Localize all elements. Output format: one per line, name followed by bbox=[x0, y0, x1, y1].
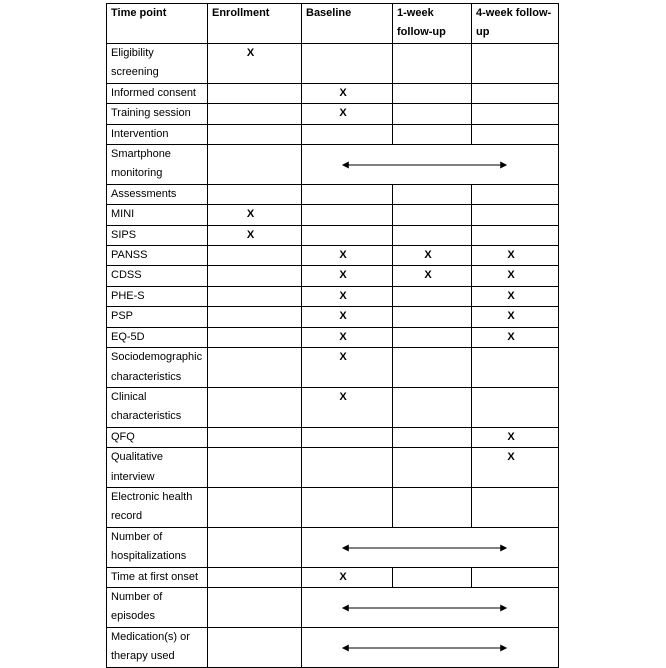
duration-span-cell bbox=[302, 587, 559, 627]
row-label: Assessments bbox=[107, 184, 208, 204]
cell-baseline bbox=[302, 83, 393, 103]
row-label: Training session bbox=[107, 104, 208, 124]
check-mark: X bbox=[507, 451, 515, 464]
cell-baseline bbox=[302, 307, 393, 327]
row-label: Intervention bbox=[107, 124, 208, 144]
row-label: Informed consent bbox=[107, 83, 208, 103]
row-label: PHE-S bbox=[107, 286, 208, 306]
check-mark: X bbox=[507, 289, 515, 302]
row-label: QFQ bbox=[107, 427, 208, 447]
cell-1-week-follow-up bbox=[393, 225, 472, 245]
cell-enrollment bbox=[208, 348, 302, 388]
check-mark: X bbox=[339, 289, 347, 302]
cell-enrollment bbox=[208, 487, 302, 527]
cell-enrollment bbox=[208, 567, 302, 587]
cell-4-week-follow-up bbox=[472, 567, 559, 587]
cell-baseline bbox=[302, 184, 393, 204]
duration-span-cell bbox=[302, 527, 559, 567]
cell-enrollment bbox=[208, 327, 302, 347]
cell-baseline bbox=[302, 327, 393, 347]
cell-enrollment bbox=[208, 205, 302, 225]
check-mark: X bbox=[246, 208, 255, 221]
cell-4-week-follow-up bbox=[472, 427, 559, 447]
cell-1-week-follow-up bbox=[393, 348, 472, 388]
duration-span-cell bbox=[302, 627, 559, 667]
cell-4-week-follow-up bbox=[472, 44, 559, 84]
table-row bbox=[107, 567, 559, 587]
cell-enrollment bbox=[208, 246, 302, 266]
check-mark: X bbox=[339, 249, 347, 262]
cell-1-week-follow-up bbox=[393, 448, 472, 488]
cell-enrollment bbox=[208, 427, 302, 447]
double-arrow-icon bbox=[302, 542, 558, 554]
check-mark: X bbox=[246, 228, 255, 241]
cell-1-week-follow-up bbox=[393, 327, 472, 347]
table-row bbox=[107, 83, 559, 103]
check-mark: X bbox=[507, 249, 515, 262]
table-row bbox=[107, 104, 559, 124]
cell-enrollment bbox=[208, 225, 302, 245]
table-row bbox=[107, 348, 559, 388]
cell-enrollment bbox=[208, 307, 302, 327]
cell-1-week-follow-up bbox=[393, 83, 472, 103]
cell-enrollment bbox=[208, 124, 302, 144]
check-mark: X bbox=[339, 269, 347, 282]
table-row bbox=[107, 327, 559, 347]
cell-enrollment bbox=[208, 83, 302, 103]
row-label: SIPS bbox=[107, 225, 208, 245]
cell-4-week-follow-up bbox=[472, 205, 559, 225]
cell-baseline bbox=[302, 205, 393, 225]
header-4-week-follow-up: 4-week follow-up bbox=[472, 4, 559, 44]
row-label: Clinical characteristics bbox=[107, 387, 208, 427]
cell-enrollment bbox=[208, 104, 302, 124]
cell-4-week-follow-up bbox=[472, 104, 559, 124]
cell-enrollment bbox=[208, 448, 302, 488]
row-label: Sociodemographic characteristics bbox=[107, 348, 208, 388]
cell-4-week-follow-up bbox=[472, 327, 559, 347]
cell-4-week-follow-up bbox=[472, 307, 559, 327]
cell-1-week-follow-up bbox=[393, 124, 472, 144]
row-label: Number of hospitalizations bbox=[107, 527, 208, 567]
cell-baseline bbox=[302, 104, 393, 124]
cell-1-week-follow-up bbox=[393, 44, 472, 84]
cell-baseline bbox=[302, 348, 393, 388]
row-label: Medication(s) or therapy used bbox=[107, 627, 208, 667]
table-row bbox=[107, 387, 559, 427]
check-mark: X bbox=[339, 390, 347, 403]
table-row bbox=[107, 205, 559, 225]
table-row bbox=[107, 527, 559, 567]
cell-1-week-follow-up bbox=[393, 246, 472, 266]
check-mark: X bbox=[246, 47, 255, 59]
row-label: Number of episodes bbox=[107, 587, 208, 627]
cell-4-week-follow-up bbox=[472, 487, 559, 527]
cell-4-week-follow-up bbox=[472, 286, 559, 306]
cell-baseline bbox=[302, 448, 393, 488]
table-row bbox=[107, 487, 559, 527]
cell-1-week-follow-up bbox=[393, 387, 472, 427]
check-mark: X bbox=[507, 269, 515, 282]
table-row bbox=[107, 145, 559, 185]
cell-baseline bbox=[302, 266, 393, 286]
table-row bbox=[107, 448, 559, 488]
row-label: Smartphone monitoring bbox=[107, 145, 208, 185]
cell-1-week-follow-up bbox=[393, 266, 472, 286]
cell-1-week-follow-up bbox=[393, 104, 472, 124]
cell-enrollment bbox=[208, 387, 302, 427]
table-row bbox=[107, 225, 559, 245]
duration-span-cell bbox=[302, 145, 559, 185]
cell-1-week-follow-up bbox=[393, 567, 472, 587]
row-label: EQ-5D bbox=[107, 327, 208, 347]
cell-baseline bbox=[302, 567, 393, 587]
cell-baseline bbox=[302, 124, 393, 144]
header-enrollment: Enrollment bbox=[208, 4, 302, 44]
cell-4-week-follow-up bbox=[472, 83, 559, 103]
cell-baseline bbox=[302, 387, 393, 427]
double-arrow-icon bbox=[302, 159, 558, 171]
row-label: Eligibility screening bbox=[107, 44, 208, 84]
cell-4-week-follow-up bbox=[472, 387, 559, 427]
table-row bbox=[107, 44, 559, 84]
cell-enrollment bbox=[208, 44, 302, 84]
cell-4-week-follow-up bbox=[472, 124, 559, 144]
row-label: Time at first onset bbox=[107, 567, 208, 587]
schedule-table bbox=[106, 3, 559, 668]
header-1-week-follow-up: 1-week follow-up bbox=[393, 4, 472, 44]
cell-enrollment bbox=[208, 286, 302, 306]
cell-1-week-follow-up bbox=[393, 487, 472, 527]
row-label: CDSS bbox=[107, 266, 208, 286]
check-mark: X bbox=[339, 310, 347, 323]
row-label: PANSS bbox=[107, 246, 208, 266]
check-mark: X bbox=[424, 269, 432, 282]
table-row bbox=[107, 307, 559, 327]
check-mark: X bbox=[507, 430, 515, 443]
cell-enrollment bbox=[208, 527, 302, 567]
table-row bbox=[107, 246, 559, 266]
table-row bbox=[107, 587, 559, 627]
cell-4-week-follow-up bbox=[472, 266, 559, 286]
cell-4-week-follow-up bbox=[472, 246, 559, 266]
cell-1-week-follow-up bbox=[393, 184, 472, 204]
table-row bbox=[107, 266, 559, 286]
check-mark: X bbox=[339, 570, 347, 583]
header-baseline: Baseline bbox=[302, 4, 393, 44]
header-time-point: Time point bbox=[107, 4, 208, 44]
row-label: Qualitative interview bbox=[107, 448, 208, 488]
cell-baseline bbox=[302, 246, 393, 266]
cell-baseline bbox=[302, 286, 393, 306]
check-mark: X bbox=[424, 249, 432, 262]
table-row bbox=[107, 184, 559, 204]
cell-baseline bbox=[302, 44, 393, 84]
cell-enrollment bbox=[208, 587, 302, 627]
cell-baseline bbox=[302, 427, 393, 447]
row-label: MINI bbox=[107, 205, 208, 225]
check-mark: X bbox=[339, 107, 347, 120]
check-mark: X bbox=[507, 330, 515, 343]
table-row bbox=[107, 427, 559, 447]
cell-1-week-follow-up bbox=[393, 286, 472, 306]
cell-enrollment bbox=[208, 627, 302, 667]
cell-baseline bbox=[302, 225, 393, 245]
cell-enrollment bbox=[208, 266, 302, 286]
table-body bbox=[107, 44, 559, 668]
table-row bbox=[107, 124, 559, 144]
header-row bbox=[107, 4, 559, 44]
check-mark: X bbox=[507, 310, 515, 323]
cell-4-week-follow-up bbox=[472, 184, 559, 204]
double-arrow-icon bbox=[302, 602, 558, 614]
table-row bbox=[107, 627, 559, 667]
check-mark: X bbox=[339, 86, 347, 99]
row-label: Electronic health record bbox=[107, 487, 208, 527]
row-label: PSP bbox=[107, 307, 208, 327]
cell-enrollment bbox=[208, 145, 302, 185]
cell-4-week-follow-up bbox=[472, 448, 559, 488]
check-mark: X bbox=[339, 351, 347, 364]
cell-1-week-follow-up bbox=[393, 307, 472, 327]
check-mark: X bbox=[339, 330, 347, 343]
cell-baseline bbox=[302, 487, 393, 527]
double-arrow-icon bbox=[302, 642, 558, 654]
table-row bbox=[107, 286, 559, 306]
cell-enrollment bbox=[208, 184, 302, 204]
cell-4-week-follow-up bbox=[472, 348, 559, 388]
cell-1-week-follow-up bbox=[393, 427, 472, 447]
cell-1-week-follow-up bbox=[393, 205, 472, 225]
cell-4-week-follow-up bbox=[472, 225, 559, 245]
